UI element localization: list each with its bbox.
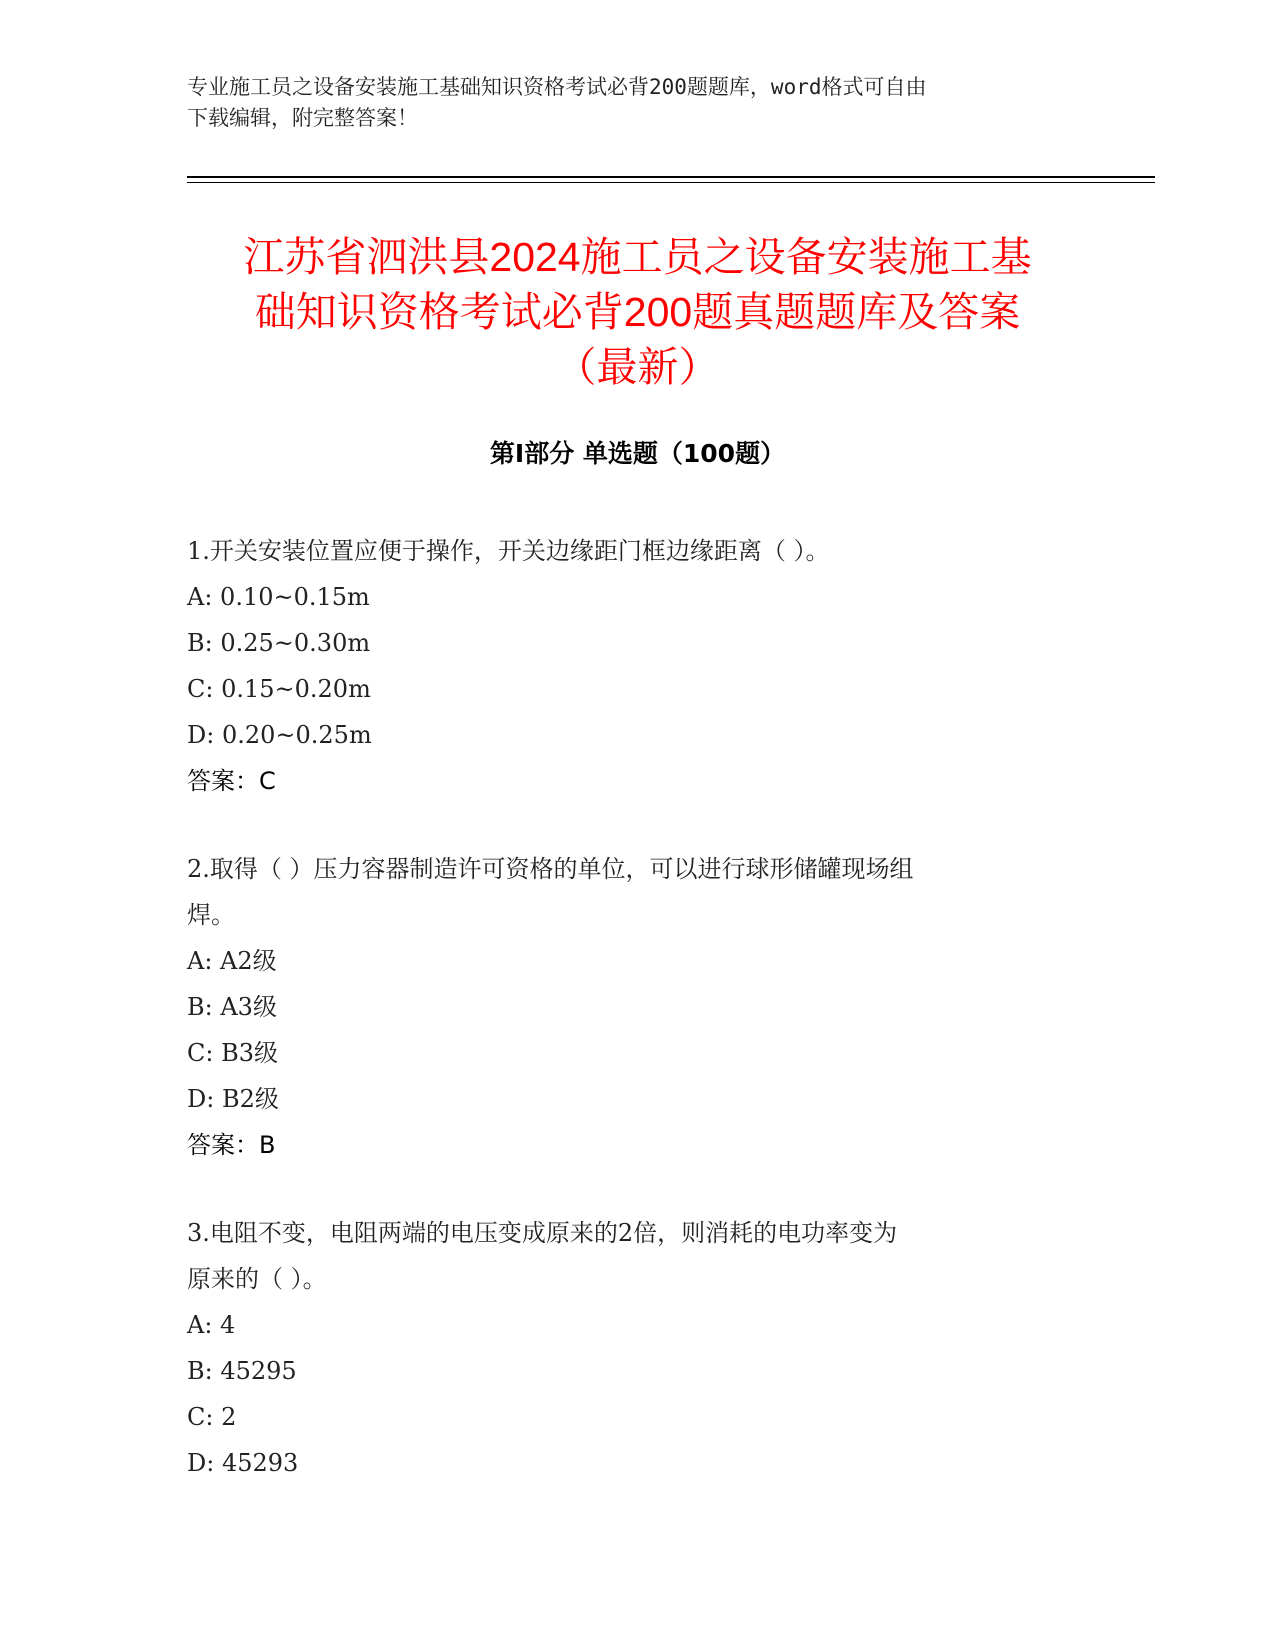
option-d: D: 45293: [187, 1449, 299, 1477]
option-c: C: B3级: [187, 1039, 278, 1067]
document-title-line1: 江苏省泗洪县2024施工员之设备安装施工基: [243, 234, 1032, 280]
option-a: A: A2级: [187, 947, 277, 975]
question-stem-continued: 原来的（ ）。: [187, 1265, 327, 1293]
option-a: A: 4: [187, 1311, 236, 1339]
question-stem: 2.取得（ ）压力容器制造许可资格的单位，可以进行球形储罐现场组: [187, 855, 914, 883]
question-2: [187, 846, 1087, 1168]
option-c: C: 2: [187, 1403, 237, 1431]
header-note: [187, 72, 1067, 134]
question-stem-continued: 焊。: [187, 901, 235, 929]
option-d: D: B2级: [187, 1085, 279, 1113]
section-heading: 第Ⅰ部分 单选题（100题）: [489, 439, 786, 468]
option-b: B: 45295: [187, 1357, 297, 1385]
answer-text: 答案：C: [187, 767, 276, 795]
header-divider-thick: [187, 176, 1155, 178]
answer-text: 答案：B: [187, 1131, 276, 1159]
option-c: C: 0.15~0.20m: [187, 675, 371, 703]
option-b: B: 0.25~0.30m: [187, 629, 371, 657]
document-title: [160, 230, 1115, 395]
question-stem: 3.电阻不变，电阻两端的电压变成原来的2倍，则消耗的电功率变为: [187, 1219, 898, 1247]
document-title-line2: 础知识资格考试必背200题真题题库及答案: [254, 289, 1021, 335]
header-note-line2: 下载编辑，附完整答案！: [187, 106, 418, 130]
question-1: [187, 528, 1087, 804]
document-title-line3: （最新）: [555, 344, 720, 390]
option-d: D: 0.20~0.25m: [187, 721, 372, 749]
question-3: [187, 1210, 1087, 1486]
header-note-line1: 专业施工员之设备安装施工基础知识资格考试必背200题题库，word格式可自由: [187, 75, 927, 99]
option-b: B: A3级: [187, 993, 277, 1021]
question-stem: 1.开关安装位置应便于操作，开关边缘距门框边缘距离（ ）。: [187, 537, 830, 565]
option-a: A: 0.10~0.15m: [187, 583, 370, 611]
header-divider-thin: [187, 182, 1155, 183]
question-list: [187, 528, 1087, 1528]
